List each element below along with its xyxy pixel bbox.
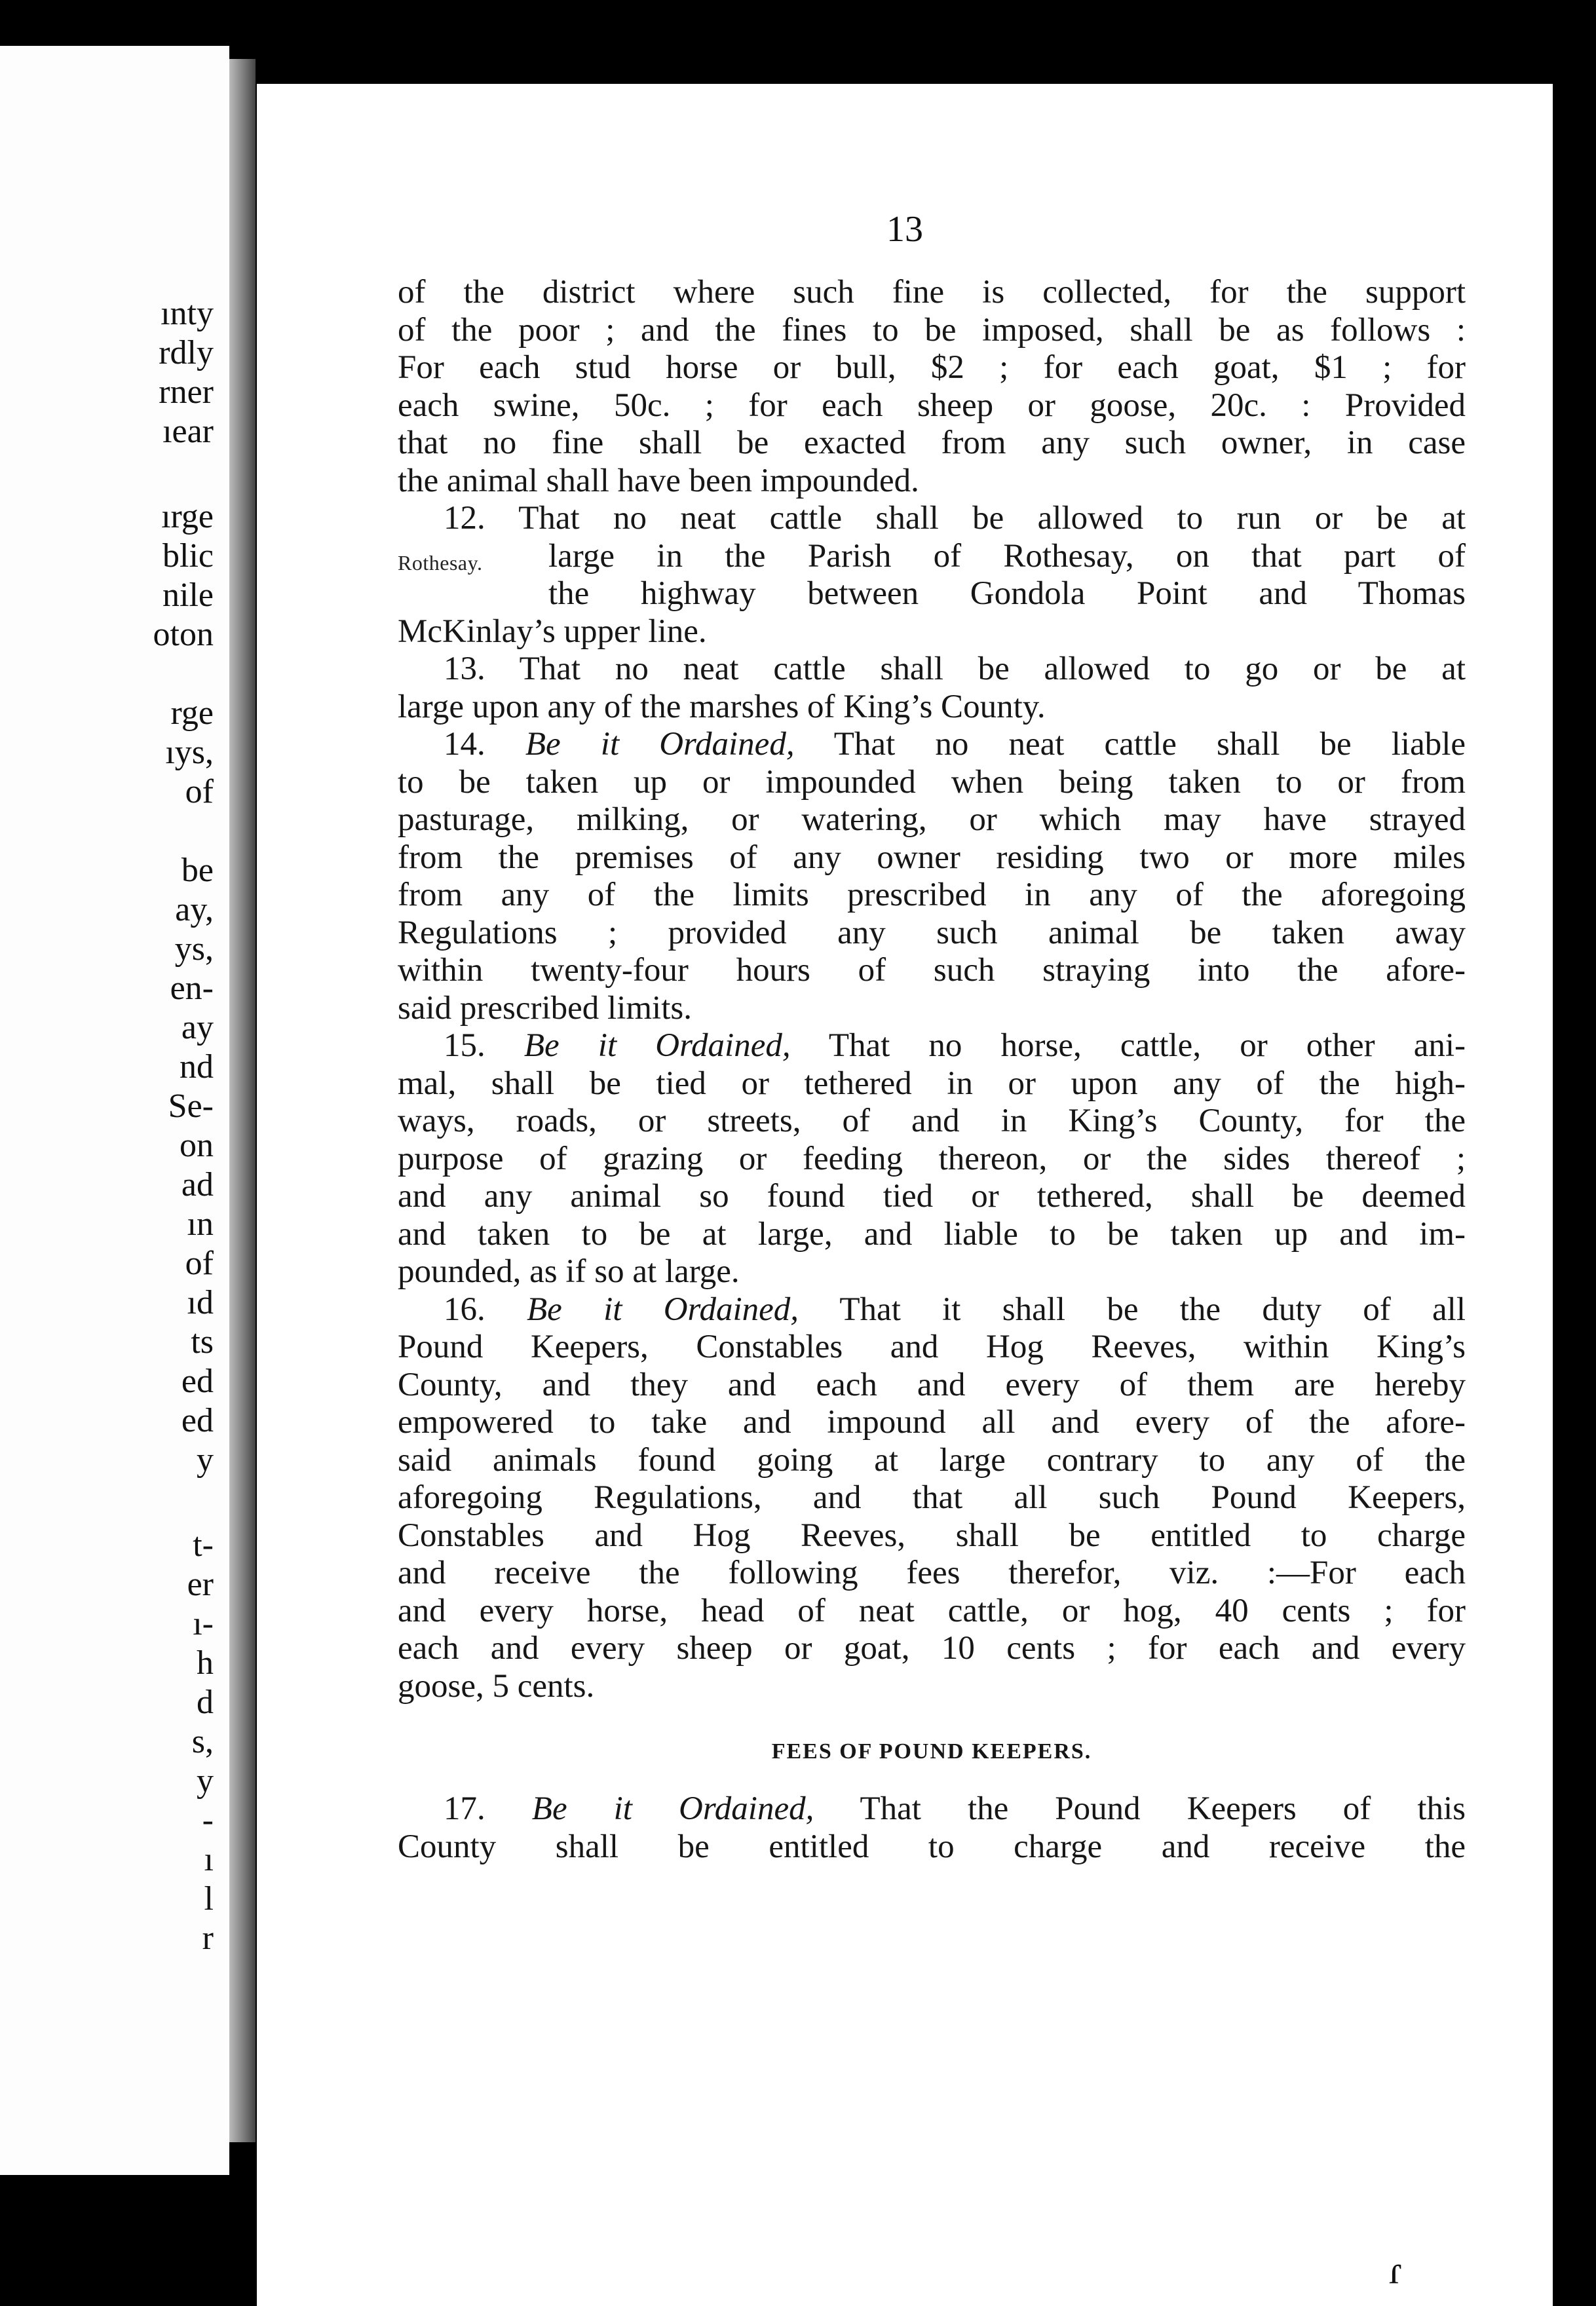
corner-mark: ɾ (1389, 2248, 1402, 2292)
previous-page-fragment: y (197, 1762, 214, 1800)
previous-page-text (0, 46, 229, 2175)
previous-page-fragment: ay, (175, 891, 214, 928)
previous-page-fragment: ay (181, 1009, 214, 1046)
previous-page-fragment: ın (187, 1205, 214, 1243)
page (257, 84, 1553, 2306)
text-line: and every horse, head of neat cattle, or hog, 40 cents ; for (398, 1592, 1466, 1629)
previous-page-fragment: blic (162, 537, 214, 575)
previous-page-fragment: be (181, 852, 214, 889)
text-line: and any animal so found tied or tethered, shall be deemed (398, 1178, 1466, 1215)
previous-page-fragment: of (185, 773, 214, 810)
text-line-content: That no neat cattle shall be liable (833, 726, 1466, 763)
previous-page-fragment: ts (191, 1323, 214, 1361)
be-it-ordained: Be it Ordained, (525, 726, 795, 763)
previous-page-fragment: ys, (174, 930, 214, 968)
text-line: to be taken up or impounded when being taken to or from (398, 763, 1466, 801)
previous-page-fragment: en- (170, 970, 214, 1007)
text-line: 13. That no neat cattle shall be allowed to go or be at (444, 651, 1466, 687)
text-line: from any of the limits prescribed in any of the aforegoing (398, 877, 1466, 913)
previous-page-fragment: rdly (159, 334, 214, 371)
margin-note: Rothesay. (398, 550, 483, 575)
previous-page-fragment: ed (181, 1402, 214, 1439)
text-line-content: That no horse, cattle, or other ani- (828, 1027, 1466, 1064)
be-it-ordained: Be it Ordained, (527, 1291, 799, 1328)
text-line: mal, shall be tied or tethered in or upon any of the high- (398, 1065, 1466, 1102)
text-line-content: large in the Parish of Rothesay, on that part of (548, 537, 1466, 575)
section-number: 16. (444, 1291, 485, 1328)
text-line: aforegoing Regulations, and that all such Pound Keepers, (398, 1479, 1466, 1516)
previous-page-fragment: h (197, 1644, 214, 1682)
section-number: 17. (444, 1790, 485, 1827)
text-line: from the premises of any owner residing two or more miles (398, 839, 1466, 876)
text-line: the animal shall have been impounded. (398, 462, 919, 499)
text-line: County, and they and each and every of them are hereby (398, 1366, 1466, 1403)
text-line: and taken to be at large, and liable to be taken up and im- (398, 1215, 1466, 1253)
text-line: pounded, as if so at large. (398, 1253, 740, 1290)
previous-page-fragment: rner (159, 373, 214, 411)
text-line: For each stud horse or bull, $2 ; for each goat, $1 ; for (398, 349, 1466, 386)
previous-page-fragment: ırge (161, 498, 214, 535)
previous-page-fragment: Se- (168, 1087, 214, 1125)
text-line: large upon any of the marshes of King’s County. (398, 688, 1046, 725)
previous-page-fragment: ad (181, 1166, 214, 1203)
text-line (398, 726, 1466, 764)
text-line: ways, roads, or streets, of and in King’s County, for the (398, 1103, 1466, 1139)
previous-page-fragment: nile (162, 576, 214, 614)
previous-page-fragment: r (202, 1919, 214, 1957)
text-line: of the district where such fine is collected, for the support (398, 274, 1466, 311)
previous-page-fragment: s, (191, 1723, 214, 1760)
text-line: that no fine shall be exacted from any such owner, in case (398, 425, 1466, 461)
text-line (398, 1027, 1466, 1065)
text-line: within twenty-four hours of such straying into the afore- (398, 952, 1466, 989)
text-line: Regulations ; provided any such animal be taken away (398, 914, 1466, 951)
previous-page-fragment: y (197, 1441, 214, 1479)
previous-page-fragment: ıear (162, 413, 214, 450)
section-number: 15. (444, 1027, 485, 1064)
text-line: Constables and Hog Reeves, shall be entitled to charge (398, 1517, 1466, 1554)
text-line: and receive the following fees therefor, viz. :—For each (398, 1555, 1466, 1591)
previous-page-fragment: on (180, 1127, 214, 1164)
text-line-content: the highway between Gondola Point and Thomas (548, 575, 1466, 612)
previous-page-fragment: - (202, 1802, 214, 1839)
text-line: each swine, 50c. ; for each sheep or goose, 20c. : Provided (398, 387, 1466, 424)
text-line: McKinlay’s upper line. (398, 613, 707, 650)
page-number: 13 (886, 209, 923, 250)
text-line: said prescribed limits. (398, 989, 692, 1027)
text-line: empowered to take and impound all and every of the afore- (398, 1404, 1466, 1441)
be-it-ordained: Be it Ordained, (523, 1027, 791, 1064)
previous-page-fragment: l (204, 1880, 214, 1918)
previous-page (0, 46, 229, 2175)
book-gutter (229, 59, 256, 2142)
section-heading: FEES OF POUND KEEPERS. (771, 1739, 1092, 1764)
previous-page-fragment: oton (153, 616, 214, 653)
text-line (398, 538, 1466, 576)
text-line: purpose of grazing or feeding thereon, or the sides thereof ; (398, 1140, 1466, 1177)
previous-page-fragment: ınty (161, 295, 214, 332)
text-line: of the poor ; and the fines to be imposed, shall be as follows : (398, 311, 1466, 349)
text-line: said animals found going at large contrary to any of the (398, 1441, 1466, 1479)
text-line-content: That it shall be the duty of all (839, 1291, 1466, 1328)
previous-page-fragment: t- (193, 1526, 214, 1564)
previous-page-fragment: rge (170, 694, 214, 732)
previous-page-fragment: er (187, 1566, 214, 1603)
text-line (398, 575, 1466, 613)
text-line: Pound Keepers, Constables and Hog Reeves, within King’s (398, 1329, 1466, 1365)
page-body (398, 274, 1466, 1866)
text-line: each and every sheep or goat, 10 cents ; for each and every (398, 1630, 1466, 1667)
be-it-ordained: Be it Ordained, (531, 1790, 814, 1827)
previous-page-fragment: d (197, 1684, 214, 1721)
text-line: goose, 5 cents. (398, 1667, 595, 1705)
previous-page-fragment: ı (204, 1841, 214, 1878)
text-line (398, 1790, 1466, 1828)
previous-page-fragment: nd (180, 1048, 214, 1086)
previous-page-fragment: ed (181, 1363, 214, 1400)
previous-page-fragment: of (185, 1245, 214, 1282)
previous-page-fragment: ıys, (165, 734, 214, 771)
text-line (398, 1291, 1466, 1329)
previous-page-fragment: ı- (193, 1605, 214, 1642)
text-line: pasturage, milking, or watering, or which may have strayed (398, 801, 1466, 838)
text-line-content: That the Pound Keepers of this (860, 1790, 1466, 1827)
previous-page-fragment: ıd (187, 1284, 214, 1321)
text-line: County shall be entitled to charge and receive the (398, 1828, 1466, 1865)
text-line: 12. That no neat cattle shall be allowed to run or be at (444, 500, 1466, 537)
section-number: 14. (444, 726, 485, 763)
